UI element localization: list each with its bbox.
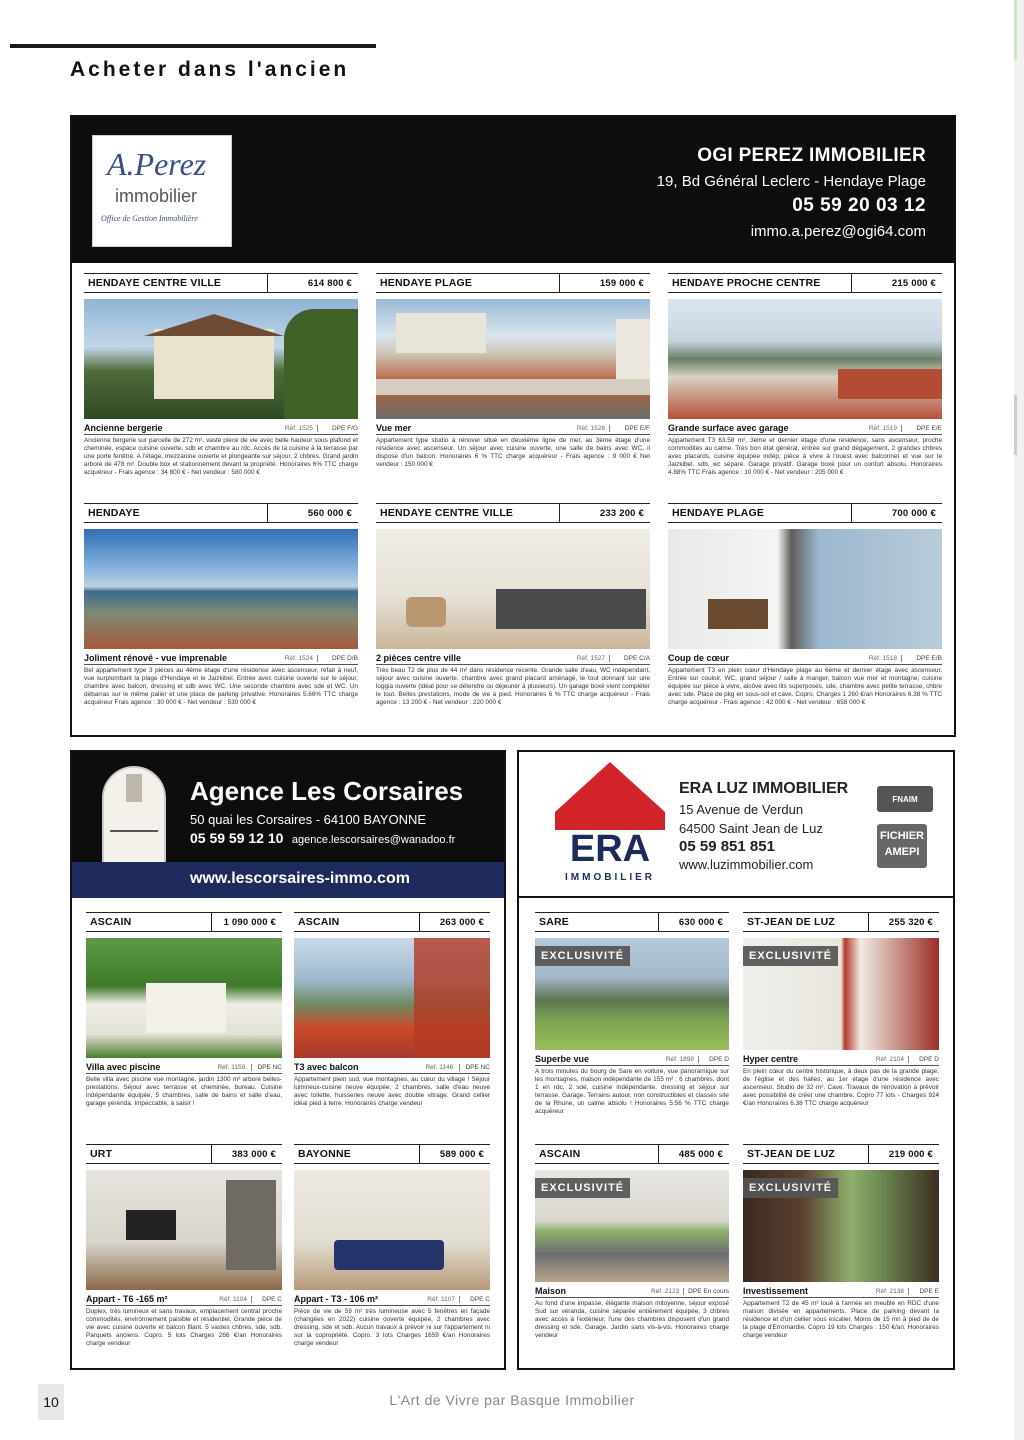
listing-description: En plein cœur du centre historique, à deux pas de la grande plage, de l'église et des halles, au 1er étage d'une résidence avec ascenseur, Studio de 32 m². Cave. Travaux de rénovation à prévoir avec possibilité de créer une chambre. Copro 77 lots - Charges 924 €/an Honoraires 6.38 TTC charge acquéreur [743, 1068, 939, 1107]
listing-photo [668, 529, 942, 649]
listing-description: Au fond d'une impasse, élégante maison mitoyenne, séjour exposé Sud sur véranda, cuisine séparée entièrement équipée, 3 chbres avec accès à l'extérieur, l'une des chambres disposent d'un grand dressing et sde. Garage. Jardin sans vis-à-vis. Honoraires charge vendeur [535, 1300, 729, 1339]
listing-photo [86, 938, 282, 1058]
era-phone[interactable]: 05 59 851 851 [679, 838, 775, 855]
listing-card[interactable] [668, 503, 942, 707]
listing-location: HENDAYE CENTRE VILLE [84, 274, 268, 292]
corsaires-agency-name: Agence Les Corsaires [190, 776, 464, 806]
listing-photo [294, 1170, 490, 1290]
era-agency-name: ERA LUZ IMMOBILIER [679, 780, 849, 797]
era-logo-text: ERA [569, 828, 651, 870]
listing-price: 485 000 € [678, 1148, 723, 1160]
corsaires-agency-block [70, 750, 506, 1370]
listing-dpe: DPE NC [257, 1063, 282, 1071]
corsaires-header [72, 752, 504, 898]
listing-dpe: DPE E [919, 1287, 939, 1295]
listing-ref: Réf. 1104 [215, 1296, 252, 1303]
listing-location: URT [86, 1145, 212, 1163]
listing-ref: Réf. 1524 [281, 655, 318, 662]
amepi-badge [877, 824, 927, 868]
listing-title: Hyper centre [743, 1054, 799, 1064]
listing-photo [294, 938, 490, 1058]
listing-dpe: DPE D [709, 1055, 729, 1063]
listing-price: 215 000 € [891, 277, 936, 289]
listing-description: Pièce de vie de 59 m² très lumineuse avec 5 fenêtres en façade (changées en 2022) cuisine ouverte équipée, 2 chambres avec dressing, sde et sdb. Aucun travaux à prévoir ni sur l'appartement ni sur la copropriété. Copro. 3 lots Charges 1659 €/an Honoraires charge vendeur [294, 1308, 490, 1347]
listing-card[interactable] [84, 503, 358, 707]
listing-photo [743, 1170, 939, 1282]
listing-location: BAYONNE [294, 1145, 420, 1163]
page-edge-strip [1014, 0, 1024, 1440]
listing-card[interactable] [743, 912, 939, 1108]
listing-card[interactable] [84, 273, 358, 477]
listing-price: 1 090 000 € [223, 916, 276, 928]
era-logo [555, 762, 665, 888]
listing-dpe: DPE E/F [624, 424, 650, 432]
listing-location: HENDAYE PLAGE [376, 274, 560, 292]
listing-card[interactable] [86, 1144, 282, 1348]
listing-ref: Réf. 1525 [281, 425, 318, 432]
listing-dpe: DPE D/B [331, 654, 358, 662]
listing-title: Investissement [743, 1286, 809, 1296]
listing-location: ST-JEAN DE LUZ [743, 913, 869, 931]
listing-title: Appart - T6 -165 m² [86, 1294, 168, 1304]
listing-card[interactable] [376, 503, 650, 707]
exclusive-badge: EXCLUSIVITÉ [743, 946, 838, 966]
listing-dpe: DPE E/B [916, 654, 942, 662]
listing-photo [376, 299, 650, 419]
listing-price: 614 800 € [307, 277, 352, 289]
listing-location: HENDAYE PLAGE [668, 504, 852, 522]
listing-photo [84, 529, 358, 649]
listing-dpe: DPE C [470, 1295, 490, 1303]
listing-location: ST-JEAN DE LUZ [743, 1145, 869, 1163]
listing-card[interactable] [376, 273, 650, 469]
listing-dpe: DPE En cours [688, 1287, 729, 1295]
listing-title: T3 avec balcon [294, 1062, 359, 1072]
listing-photo [84, 299, 358, 419]
perez-agency-name: OGI PEREZ IMMOBILIER [697, 145, 926, 166]
exclusive-badge: EXCLUSIVITÉ [535, 946, 630, 966]
listing-card[interactable] [294, 1144, 490, 1348]
listing-price: 383 000 € [231, 1148, 276, 1160]
listing-card[interactable] [535, 1144, 729, 1340]
listing-photo [535, 1170, 729, 1282]
listing-ref: Réf. 1159. [213, 1064, 252, 1071]
perez-logo [92, 135, 232, 247]
corsaires-email[interactable]: agence.lescorsaires@wanadoo.fr [291, 834, 456, 846]
listing-ref: Réf. 1107 [423, 1296, 460, 1303]
listing-title: Appart - T3 - 106 m² [294, 1294, 379, 1304]
listing-ref: Réf. 1528 [573, 425, 610, 432]
exclusive-badge: EXCLUSIVITÉ [743, 1178, 838, 1198]
listing-description: Appartement type studio à rénover situé en deuxième ligne de mer, au 3ème étage d'une résidence avec ascenseur. Un séjour avec cuisine ouverte, une salle de bains avec WC, il dispose d'un balcon. Honoraires 6 % TTC charge acquéreur - Frais agence : 9 000 € Net vendeur : 150 000 € [376, 437, 650, 468]
listing-price: 560 000 € [307, 507, 352, 519]
section-title: Acheter dans l'ancien [70, 58, 350, 81]
listing-ref: Réf. 2104 [872, 1056, 909, 1063]
listing-description: Bel appartement type 3 pièces au 4ème étage d'une résidence avec ascenseur, refait à neuf, vue surplombant la plage d'Hendaye et le Jaizkibel. Entrée avec cuisine ouverte sur le séjour, chambre avec balcon, dressing et sdb avec WC. Une seconde chambre avec sde et WC. Un débarras sur le même palier et une place de parking privative. Honoraires 5.66% TTC charge acquéreur Frais agence : 30 000 € - Net vendeur : 530 000 € [84, 667, 358, 706]
listing-description: Appartement T3 en plein cœur d'Hendaye plage au 6ème et dernier étage avec ascenseur. Entrée sur couloir, WC, grand séjour / salle à manger, balcon vue mer et montagne, cuisine équipée sur pièce à vivre, alcôve avec lits superposés, sde, chambre avec petite terrasse, chbre avec sde. Place de pkg en sous-sol et cave. Copro. Charges 1 260 €/an Honoraires 6.38 % TTC charge acquéreur - Frais agence : 42 000 € - Net vendeur : 658 000 € [668, 667, 942, 706]
listing-description: Belle villa avec piscine vue montagne, jardin 1300 m² arboré belles-prestations. Séjour avec terrasse et cheminée, bureau. Cuisine indépendante équipée, 5 chambres, salle de bains et salle d'eau, garage yérenda. Impeccable, à saisir ! [86, 1076, 282, 1107]
perez-address: 19, Bd Général Leclerc - Hendaye Plage [656, 173, 926, 190]
fnaim-badge: FNAIM [877, 786, 933, 812]
listing-dpe: DPE C/A [623, 654, 650, 662]
era-header [519, 752, 953, 898]
listing-photo [668, 299, 942, 419]
listing-price: 630 000 € [678, 916, 723, 928]
era-address-line2: 64500 Saint Jean de Luz [679, 821, 823, 836]
listing-dpe: DPE D [919, 1055, 939, 1063]
listing-title: Vue mer [376, 423, 412, 433]
listing-price: 233 200 € [599, 507, 644, 519]
listing-photo [743, 938, 939, 1050]
listing-description: Appartement T3 63.58 m², 3ème et dernier étage d'une résidence, sans ascenseur, proche commodités au calme. Très bon état général, entrée sur grand dégagement, 2 grandes chbres avec placards, cuisine équipée indép, pièce à vivre à l'ouest avec balconnet et vue sur le Jaizkibel, sdb, wc séparé. Garage privatif. Garage boxé pour un confort absolu. Honoraires 4.88% TTC Frais agence : 10 000 € - Net vendeur : 205 000 € [668, 437, 942, 476]
corsaires-phone[interactable]: 05 59 59 12 10 [190, 830, 284, 846]
listing-description: Duplex, très lumineux et sans travaux, emplacement central proche commodités, environnement paisible et résidentiel. Grande pièce de vie avec cuisine ouverte et balcon filant. 5 vastes chbres, sde, sdb. Parquets anciens. Copro. 5 lots Charges 266 €/an Honoraires charge vendeur [86, 1308, 282, 1347]
listing-dpe: DPE C [262, 1295, 282, 1303]
era-website[interactable]: www.luzimmobilier.com [679, 857, 814, 872]
perez-header [72, 117, 954, 263]
listing-price: 700 000 € [891, 507, 936, 519]
listing-location: ASCAIN [294, 913, 420, 931]
listing-ref: Réf. 1519 [865, 425, 902, 432]
era-agency-block [517, 750, 955, 1370]
listing-ref: Réf. 1527 [573, 655, 610, 662]
exclusive-badge: EXCLUSIVITÉ [535, 1178, 630, 1198]
amepi-badge-line2: AMEPI [884, 846, 920, 858]
listing-photo [86, 1170, 282, 1290]
listing-title: Villa avec piscine [86, 1062, 161, 1072]
listing-ref: Réf. 2138 [872, 1288, 909, 1295]
listing-title: Coup de cœur [668, 653, 729, 663]
era-address-line1: 15 Avenue de Verdun [679, 802, 804, 817]
perez-agency-block [70, 115, 956, 737]
listing-card[interactable] [743, 1144, 939, 1340]
listing-photo [535, 938, 729, 1050]
listing-price: 589 000 € [439, 1148, 484, 1160]
listing-ref: Réf. 1146. [421, 1064, 460, 1071]
listing-price: 219 000 € [888, 1148, 933, 1160]
listing-location: HENDAYE CENTRE VILLE [376, 504, 560, 522]
listing-location: ASCAIN [535, 1145, 659, 1163]
listing-photo [376, 529, 650, 649]
era-roof-icon [555, 762, 665, 812]
listing-description: Très beau T2 de plus de 44 m² dans résidence récente. Grande salle d'eau, WC indépendant, séjour avec cuisine ouverte, chambre avec grand placard aménagé, le tout donnant sur une loggia ouverte (idéal pour se détendre ou déjeuner à plusieurs). Un garage boxé vient compléter le tout. Belles prestations, mode de vie à pied. Honoraires 6 % TTC charge acquéreur - Frais agence : 13 200 € - Net vendeur : 220 000 € [376, 667, 650, 706]
listing-card[interactable] [668, 273, 942, 477]
listing-dpe: DPE F/G [331, 424, 358, 432]
listing-price: 159 000 € [599, 277, 644, 289]
listing-dpe: DPE E/E [916, 424, 942, 432]
listing-description: Appartement plein sud, vue montagnes, au cœur du village ! Séjour lumineux-cuisine neuve équipée, 2 chambres, salle d'eau neuve avec toilette, huisseries neuve avec double vitrage. Grand cellier idéal pied à terre. Honoraires charge vendeur [294, 1076, 490, 1107]
listing-description: A trois minutes du bourg de Sare en voiture, vue panoramique sur les montagnes, maison indépendante de 155 m² : 6 chambres, dont 1 en rdc, 2 sde, cuisine indépendante, dressing et séjour sur terrasse. Garage. Terrains autour, non constructibles et classés site de la Rhune, un calme absolu ! Honoraires 5.56 % TTC charge acquéreur [535, 1068, 729, 1115]
top-rule [10, 44, 376, 48]
listing-title: Grande surface avec garage [668, 423, 789, 433]
listing-card[interactable] [294, 912, 490, 1108]
perez-email[interactable]: immo.a.perez@ogi64.com [750, 223, 926, 240]
amepi-badge-line1: FICHIER [880, 830, 924, 842]
listing-ref: Réf. 1898 [662, 1056, 699, 1063]
listing-title: 2 pièces centre ville [376, 653, 462, 663]
listing-card[interactable] [86, 912, 282, 1108]
listing-description: Appartement T2 de 45 m² loué à l'année en meublé en RDC d'une maison divisée en appartements. Place de parking devant la résidence et d'un cellier sous escalier. Moins de 15 mn à pied de de la plage d'Erromardie. Copro 19 lots Charges : 150 €/an. Honoraires charge vendeur [743, 1300, 939, 1339]
listing-title: Maison [535, 1286, 567, 1296]
listing-price: 255 320 € [888, 916, 933, 928]
listing-location: SARE [535, 913, 659, 931]
page-number: 10 [38, 1384, 64, 1420]
listing-price: 263 000 € [439, 916, 484, 928]
listing-title: Ancienne bergerie [84, 423, 163, 433]
corsaires-address: 50 quai les Corsaires - 64100 BAYONNE [190, 812, 427, 827]
listing-dpe: DPE NC [465, 1063, 490, 1071]
listing-description: Ancienne bergerie sur parcelle de 272 m², vaste pièce de vie avec belle hauteur sous plafond et cheminée, espace cuisine ouverte, sdb et chambre au rdc. Accès de la cuisine à la terrasse par une porte fenêtre. A l'étage, mezzanine ouverte et plongeante sur séjour, 2 chbres. Grand jardin arboré de 478 m². Double box et stationnement devant la propriété. Honoraires 6% TTC charge acquéreur - Frais agence : 34 800 € - Net vendeur : 580 000 € [84, 437, 358, 476]
perez-logo-sub: Office de Gestion Immobilière [101, 214, 198, 223]
perez-logo-word: immobilier [115, 186, 198, 206]
listing-location: HENDAYE PROCHE CENTRE [668, 274, 852, 292]
perez-phone[interactable]: 05 59 20 03 12 [792, 195, 926, 216]
listing-card[interactable] [535, 912, 729, 1116]
listing-title: Joliment rénové - vue imprenable [84, 653, 228, 663]
listing-location: ASCAIN [86, 913, 212, 931]
corsaires-website[interactable]: www.lescorsaires-immo.com [190, 870, 410, 887]
listing-title: Superbe vue [535, 1054, 590, 1064]
era-logo-subtext: IMMOBILIER [565, 872, 655, 883]
listing-ref: Réf. 2123 [647, 1288, 684, 1295]
listing-ref: Réf. 1518 [865, 655, 902, 662]
listing-location: HENDAYE [84, 504, 268, 522]
footer-text: L'Art de Vivre par Basque Immobilier [389, 1392, 635, 1408]
perez-logo-mark: A.Perez [107, 146, 207, 182]
